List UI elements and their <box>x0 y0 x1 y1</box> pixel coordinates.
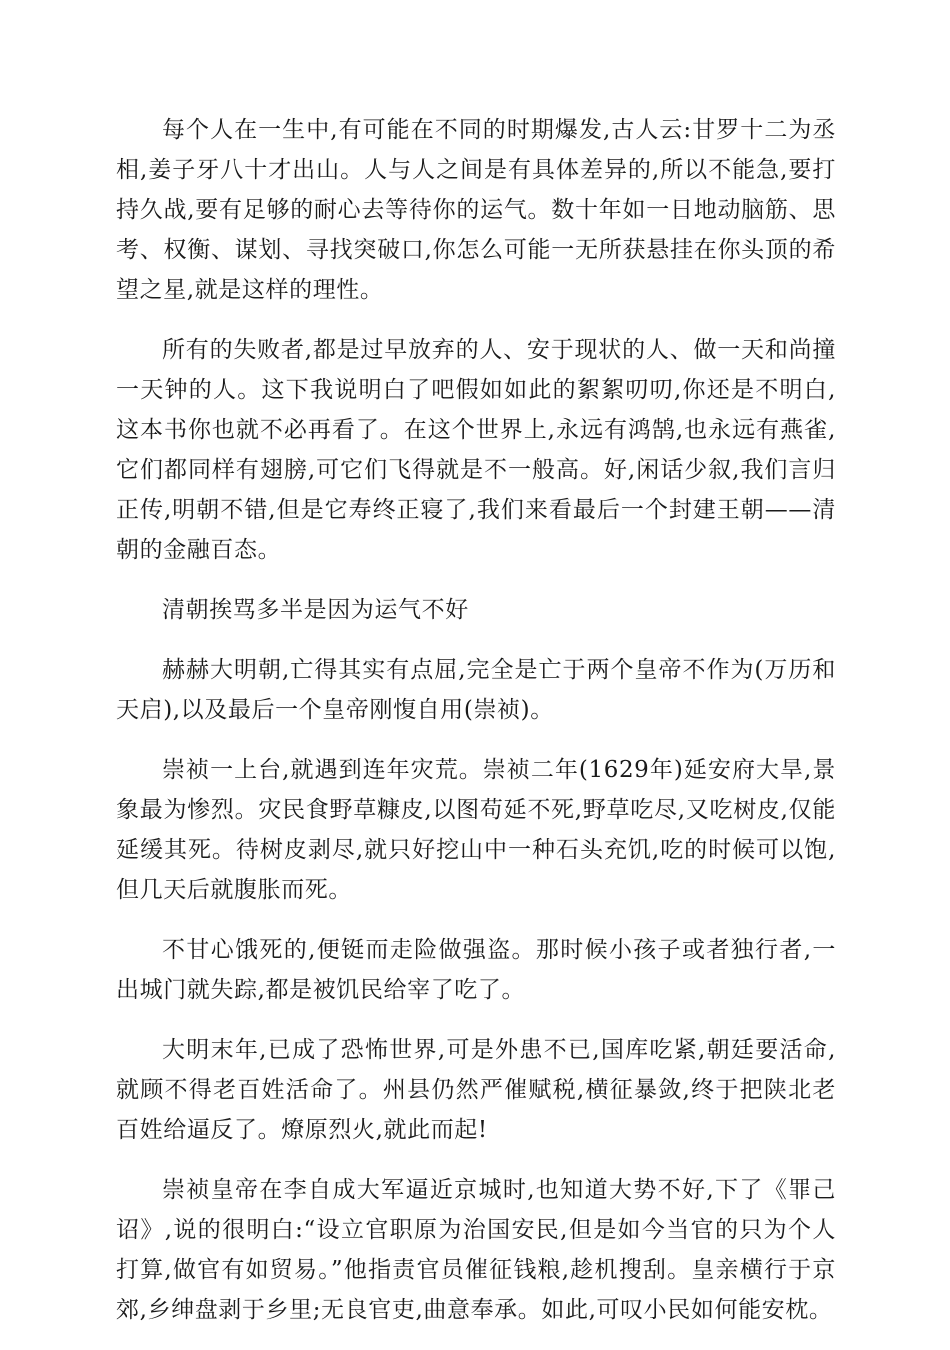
paragraph-6: 大明末年,已成了恐怖世界,可是外患不已,国库吃紧,朝廷要活命,就顾不得老百姓活命了。州县仍然严催赋税,横征暴敛,终于把陕北老百姓给逼反了。燎原烈火,就此而起! <box>116 1037 836 1143</box>
paragraph-5: 不甘心饿死的,便铤而走险做强盗。那时候小孩子或者独行者,一出城门就失踪,都是被饥民给宰了吃了。 <box>116 937 836 1003</box>
document-page <box>116 110 836 1350</box>
section-heading: 清朝挨骂多半是因为运气不好 <box>162 597 469 623</box>
paragraph-7: 崇祯皇帝在李自成大军逼近京城时,也知道大势不好,下了《罪己诏》,说的很明白:“设立官职原为治国安民,但是如今当官的只为个人打算,做官有如贸易。”他指责官员催征钱粮,趁机搜刮。皇亲横行于京郊,乡绅盘剥于乡里;无良官吏,曲意奉承。如此,可叹小民如何能安枕。 <box>116 1177 836 1323</box>
paragraph-1: 每个人在一生中,有可能在不同的时期爆发,古人云:甘罗十二为丞相,姜子牙八十才出山。人与人之间是有具体差异的,所以不能急,要打持久战,要有足够的耐心去等待你的运气。数十年如一日地动脑筋、思考、权衡、谋划、寻找突破口,你怎么可能一无所获悬挂在你头顶的希望之星,就是这样的理性。 <box>116 117 836 303</box>
paragraph-2: 所有的失败者,都是过早放弃的人、安于现状的人、做一天和尚撞一天钟的人。这下我说明白了吧假如如此的絮絮叨叨,你还是不明白,这本书你也就不必再看了。在这个世界上,永远有鸿鹄,也永远有燕雀,它们都同样有翅膀,可它们飞得就是不一般高。好,闲话少叙,我们言归正传,明朝不错,但是它寿终正寝了,我们来看最后一个封建王朝——清朝的金融百态。 <box>116 337 836 563</box>
paragraph-3: 赫赫大明朝,亡得其实有点屈,完全是亡于两个皇帝不作为(万历和天启),以及最后一个皇帝刚愎自用(崇祯)。 <box>116 657 836 723</box>
paragraph-4: 崇祯一上台,就遇到连年灾荒。崇祯二年(1629年)延安府大旱,景象最为惨烈。灾民食野草糠皮,以图苟延不死,野草吃尽,又吃树皮,仅能延缓其死。待树皮剥尽,就只好挖山中一种石头充饥,吃的时候可以饱,但几天后就腹胀而死。 <box>116 757 836 903</box>
